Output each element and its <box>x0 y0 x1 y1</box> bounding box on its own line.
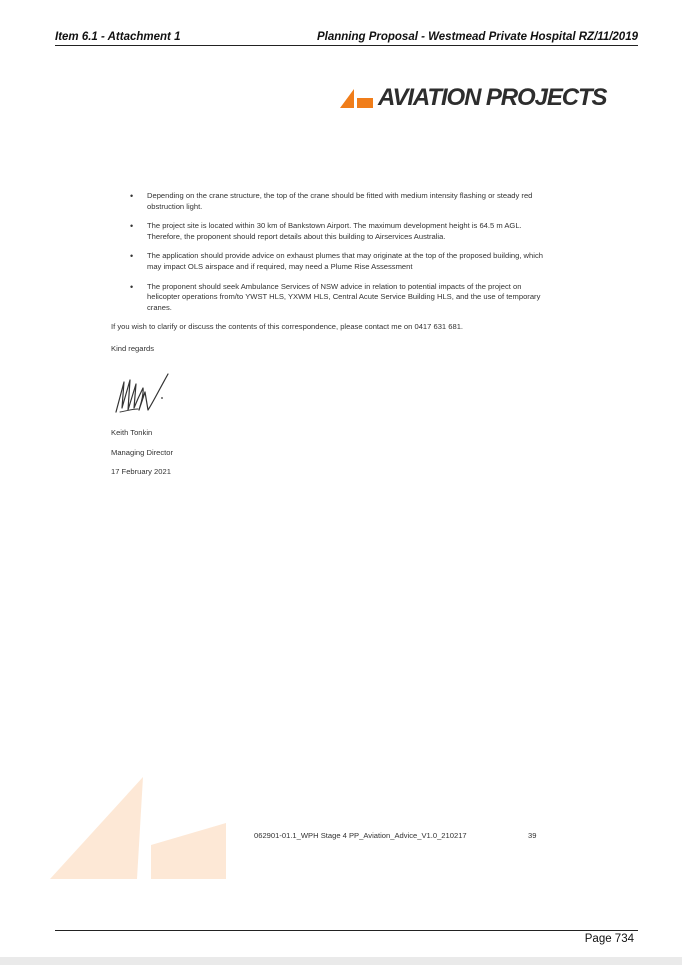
list-item-text: Depending on the crane structure, the top of the crane should be fitted with medium intensity flashing or steady red obstruction light. <box>147 191 533 211</box>
logo-text: AVIATION PROJECTS <box>378 84 607 111</box>
header-document-title: Planning Proposal - Westmead Private Hospital RZ/11/2019 <box>316 31 638 43</box>
page-edge <box>0 957 682 965</box>
letter-date: 17 February 2021 <box>111 467 171 476</box>
list-item-text: The project site is located within 30 km of Bankstown Airport. The maximum development height is 64.5 m AGL. Therefore, the proponent should report details about this building to Airservices Australia. <box>147 221 522 241</box>
logo-watermark-icon <box>50 773 230 883</box>
footer-document-reference: 062901-01.1_WPH Stage 4 PP_Aviation_Advice_V1.0_210217 <box>254 831 467 840</box>
footer-document-page: 39 <box>528 831 537 840</box>
bullet-list <box>111 191 551 313</box>
signatory-name: Keith Tonkin <box>111 428 153 437</box>
list-item-text: The proponent should seek Ambulance Services of NSW advice in relation to potential impacts of the project on helicopter operations from/to YWST HLS, YXWM HLS, Central Acute Service Building HLS, and the use of temporary cranes. <box>147 281 541 312</box>
kind-regards: Kind regards <box>111 343 155 353</box>
bullet-dot: • <box>130 251 134 262</box>
list-item <box>111 191 551 212</box>
letter-body <box>111 191 551 366</box>
list-item <box>111 221 551 242</box>
aviation-projects-logo <box>340 84 605 114</box>
logo-mark-icon <box>340 89 374 109</box>
list-item <box>111 282 551 314</box>
closing-paragraph: If you wish to clarify or discuss the contents of this correspondence, please contact me on 0417 631 681. <box>111 322 464 332</box>
signature-block <box>111 428 173 487</box>
header-item-reference: Item 6.1 - Attachment 1 <box>55 31 181 43</box>
list-item-text: The application should provide advice on exhaust plumes that may originate at the top of the proposed building, which may impact OLS airspace and if required, may need a Plume Rise Assessment <box>147 251 543 271</box>
signatory-title: Managing Director <box>111 447 174 457</box>
page-number: Page 734 <box>584 933 634 945</box>
list-item <box>111 251 551 272</box>
bullet-dot: • <box>130 281 134 292</box>
header-divider <box>55 45 638 46</box>
bullet-dot: • <box>130 221 134 232</box>
signature-image <box>112 368 174 418</box>
footer-divider <box>55 930 638 931</box>
bullet-dot: • <box>130 191 134 201</box>
